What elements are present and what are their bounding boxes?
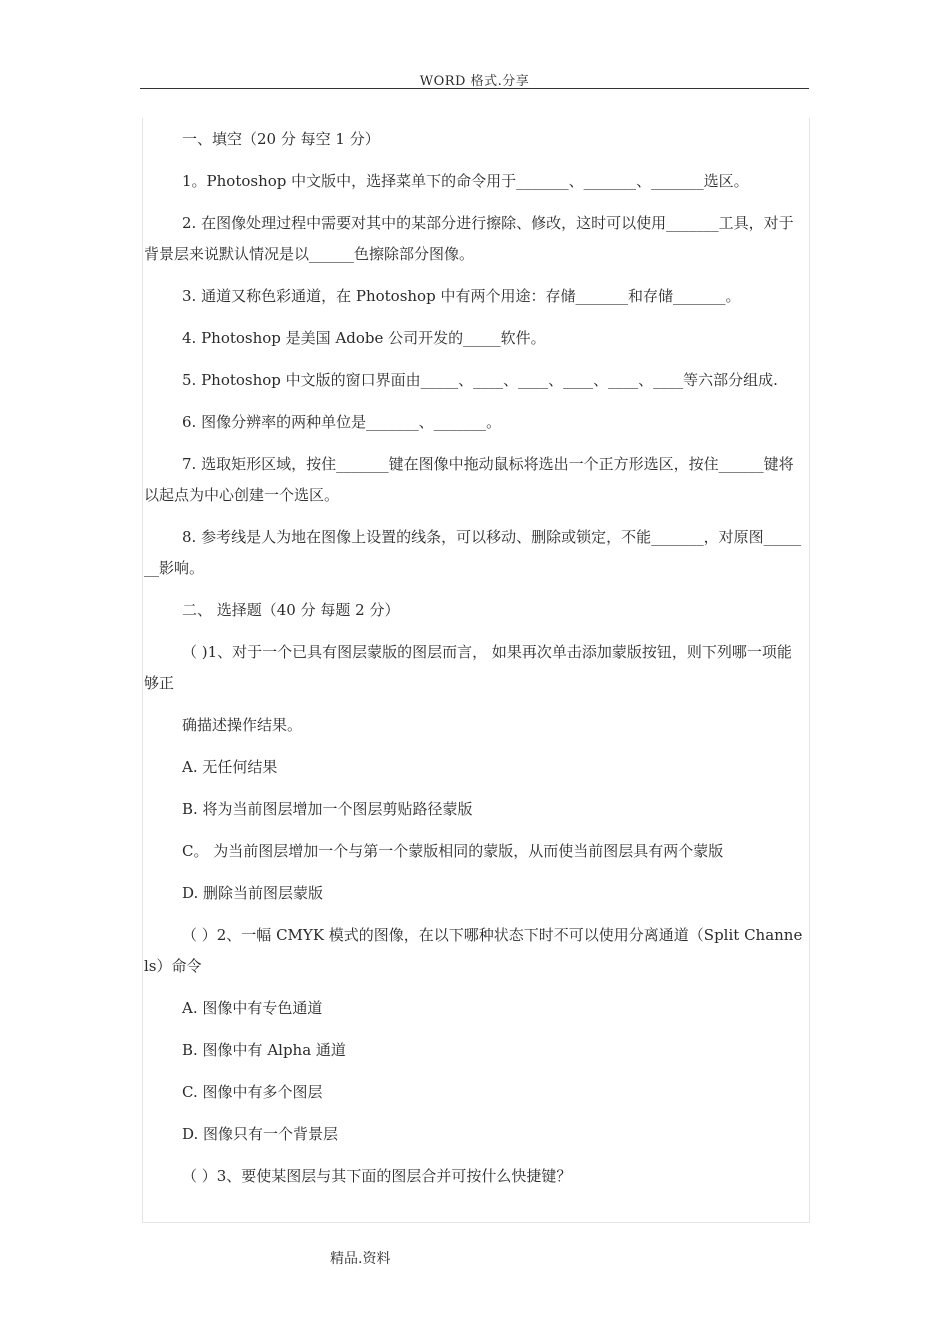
q1-option-d: D. 删除当前图层蒙版 bbox=[182, 884, 324, 902]
q2-option-a: A. 图像中有专色通道 bbox=[182, 999, 323, 1017]
header-rule bbox=[140, 88, 809, 89]
document-body bbox=[144, 124, 806, 1203]
fill-question-2: 2. 在图像处理过程中需要对其中的某部分进行擦除、修改，这时可以使用_______工具，对于背景层来说默认情况是以______色擦除部分图像。 bbox=[144, 214, 794, 263]
page-footer: 精品.资料 bbox=[330, 1251, 391, 1267]
page-header: WORD 格式.分享 bbox=[419, 74, 530, 89]
fill-question-1: 1。Photoshop 中文版中，选择菜单下的命令用于_______、_______、_______选区。 bbox=[182, 172, 749, 190]
choice-question-2: （ ）2、一幅 CMYK 模式的图像，在以下哪种状态下时不可以使用分离通道（Split Channels）命令 bbox=[144, 926, 803, 975]
q2-option-b: B. 图像中有 Alpha 通道 bbox=[182, 1041, 346, 1059]
q1-option-b: B. 将为当前图层增加一个图层剪贴路径蒙版 bbox=[182, 800, 473, 818]
fill-question-3: 3. 通道又称色彩通道，在 Photoshop 中有两个用途：存储_______和存储_______。 bbox=[182, 287, 741, 305]
q2-option-c: C. 图像中有多个图层 bbox=[182, 1083, 323, 1101]
fill-question-5: 5. Photoshop 中文版的窗口界面由_____、____、____、____、____、____等六部分组成. bbox=[182, 371, 778, 389]
q2-option-d: D. 图像只有一个背景层 bbox=[182, 1125, 339, 1143]
choice-question-3: （ ）3、要使某图层与其下面的图层合并可按什么快捷键？ bbox=[182, 1167, 572, 1185]
fill-question-7: 7. 选取矩形区域，按住_______键在图像中拖动鼠标将选出一个正方形选区，按住______键将以起点为中心创建一个选区。 bbox=[144, 455, 794, 504]
section1-title: 一、填空（20 分 每空 1 分） bbox=[182, 130, 380, 148]
fill-question-8: 8. 参考线是人为地在图像上设置的线条，可以移动、删除或锁定，不能_______，对原图_______影响。 bbox=[144, 528, 802, 577]
choice-question-1-cont: 确描述操作结果。 bbox=[182, 716, 303, 734]
choice-question-1: （ )1、对于一个已具有图层蒙版的图层而言， 如果再次单击添加蒙版按钮，则下列哪一项能够正 bbox=[144, 643, 792, 692]
section2-title: 二、 选择题（40 分 每题 2 分） bbox=[182, 601, 400, 619]
fill-question-4: 4. Photoshop 是美国 Adobe 公司开发的_____软件。 bbox=[182, 329, 546, 347]
q1-option-c: C。 为当前图层增加一个与第一个蒙版相同的蒙版，从而使当前图层具有两个蒙版 bbox=[182, 842, 724, 860]
fill-question-6: 6. 图像分辨率的两种单位是_______、_______。 bbox=[182, 413, 502, 431]
q1-option-a: A. 无任何结果 bbox=[182, 758, 278, 776]
